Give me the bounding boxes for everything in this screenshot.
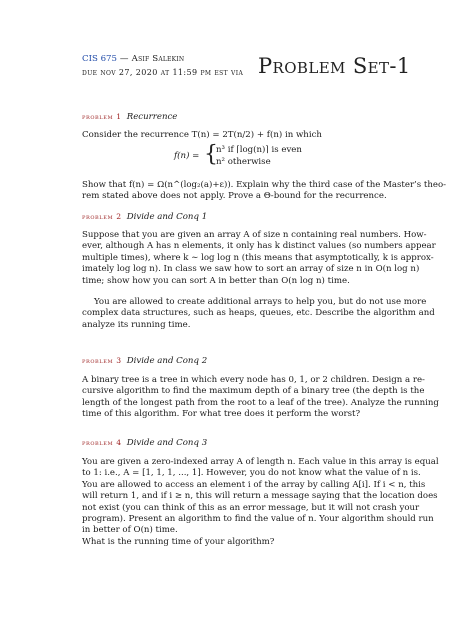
problem-3-statement bbox=[82, 375, 439, 421]
problem-1-statement bbox=[82, 130, 394, 141]
problem-4-statement bbox=[82, 457, 439, 548]
text-line: to 1: i.e., A = [1, 1, 1, ..., 1]. However, you do not know what the value of n is. bbox=[82, 468, 421, 479]
text-line: time; show how you can sort A in better than O(n log n) time. bbox=[82, 275, 350, 286]
problem-2-paragraph-2 bbox=[82, 297, 435, 331]
problem-title: Divide and Conq 3 bbox=[126, 438, 208, 448]
text-line: You are given a zero-indexed array A of length n. Each value in this array is equal bbox=[82, 457, 439, 467]
text-line: Suppose that you are given an array A of size n containing real numbers. How- bbox=[82, 230, 427, 240]
text-line: Show that f(n) = Ω(n^(log₂(a)+ε)). Explain why the third case of the Master’s theo- bbox=[82, 180, 447, 190]
page-title: Problem Set-1 bbox=[258, 54, 411, 78]
text-line: A binary tree is a tree in which every node has 0, 1, or 2 children. Design a re- bbox=[82, 375, 425, 385]
problem-1-heading bbox=[82, 111, 177, 123]
text-line: in better of O(n) time. bbox=[82, 525, 178, 536]
text-line: program). Present an algorithm to find the value of n. Your algorithm should run bbox=[82, 514, 434, 525]
problem-title: Recurrence bbox=[126, 112, 178, 122]
text-line: not exist (you can think of this as an error message, but it will not crash your bbox=[82, 502, 420, 513]
text-line: rem stated above does not apply. Prove a Θ-bound for the recurrence. bbox=[82, 191, 387, 202]
text-line: cursive algorithm to find the maximum depth of a binary tree (the depth is the bbox=[82, 386, 425, 397]
author-name: — Asif Salekin bbox=[117, 54, 185, 64]
case-lhs: f(n) = bbox=[174, 151, 200, 161]
problem-title: Divide and Conq 2 bbox=[126, 356, 208, 366]
piecewise-definition bbox=[174, 142, 334, 169]
problem-title: Divide and Conq 1 bbox=[126, 212, 208, 222]
text-line: will return 1, and if i ≥ n, this will return a message saying that the location does bbox=[82, 491, 438, 502]
brace-symbol: { bbox=[204, 142, 218, 167]
problem-3-heading bbox=[82, 355, 207, 367]
problem-1-question bbox=[82, 180, 447, 203]
problem-tag: problem 2 bbox=[82, 212, 122, 221]
case-row-1: n³ if ⌈log(n)⌉ is even bbox=[216, 145, 302, 155]
due-date: due nov 27, 2020 at 11:59 pm est via bbox=[82, 68, 244, 77]
course-link[interactable]: CIS 675 bbox=[82, 54, 117, 64]
text-line: multiple times), where k ∼ log log n (this means that asymptotically, k is approx- bbox=[82, 252, 434, 263]
text-line: imately log log n). In class we saw how to sort an array of size n in O(n log n) bbox=[82, 264, 420, 275]
text-line: You are allowed to create additional arrays to help you, but do not use more bbox=[94, 297, 427, 307]
problem-4-heading bbox=[82, 437, 207, 449]
problem-2-paragraph-1 bbox=[82, 230, 436, 287]
problem-tag: problem 1 bbox=[82, 112, 122, 121]
text-line: ever, although A has n elements, it only has k distinct values (so numbers appear bbox=[82, 241, 436, 252]
text-line: Consider the recurrence T(n) = 2T(n/2) + f(n) in which bbox=[82, 130, 322, 140]
problem-tag: problem 4 bbox=[82, 438, 122, 447]
text-line: length of the longest path from the root to a leaf of the tree). Analyze the running bbox=[82, 397, 439, 408]
text-line: analyze its running time. bbox=[82, 319, 191, 330]
text-line: complex data structures, such as heaps, queues, etc. Describe the algorithm and bbox=[82, 308, 435, 319]
text-line: What is the running time of your algorithm? bbox=[82, 536, 275, 547]
case-row-2: n² otherwise bbox=[216, 157, 271, 167]
text-line: time of this algorithm. For what tree does it perform the worst? bbox=[82, 409, 361, 420]
text-line: You are allowed to access an element i of the array by calling A[i]. If i < n, this bbox=[82, 479, 426, 490]
header-info bbox=[82, 53, 243, 79]
problem-2-heading bbox=[82, 211, 207, 223]
problem-tag: problem 3 bbox=[82, 356, 122, 365]
